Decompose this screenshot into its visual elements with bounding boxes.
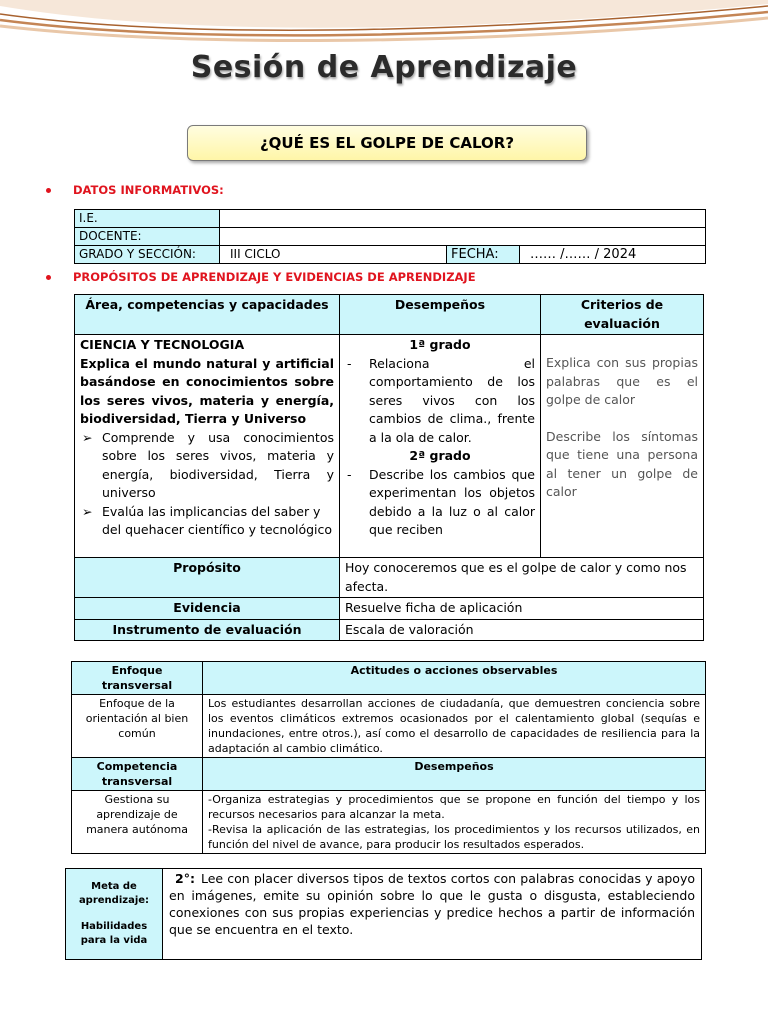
fecha-value: …… /…… / 2024 xyxy=(520,246,706,264)
desempeno-1: - Relaciona el comportamiento de los seres vivos con los cambios de clima., frente a la ola de calor. xyxy=(347,355,535,445)
meta-labels-cell xyxy=(66,869,163,960)
topic-title-box xyxy=(187,125,587,161)
page-title: Sesión de Aprendizaje xyxy=(190,50,578,85)
meta-text-cell xyxy=(163,869,702,960)
grado-label: GRADO Y SECCIÓN: xyxy=(75,246,220,264)
ie-value xyxy=(220,210,706,228)
desempeno-2: - Describe los cambios que experimentan los objetos debido a la luz o al calor que reciben xyxy=(347,466,535,537)
docente-value xyxy=(220,228,706,246)
grado-value: III CICLO xyxy=(220,246,447,264)
habilidades-label: Habilidades para la vida xyxy=(80,921,148,946)
area-name: CIENCIA Y TECNOLOGIA xyxy=(80,337,245,352)
proposito-label: Propósito xyxy=(75,558,340,598)
proposito-value: Hoy conoceremos que es el golpe de calor y como nos afecta. xyxy=(340,558,704,598)
enfoque-header: Enfoque transversal xyxy=(72,662,203,695)
arrow-bullet-icon: ➢ xyxy=(82,503,93,519)
meta-grade: 2°: xyxy=(175,871,195,886)
ie-label: I.E. xyxy=(75,210,220,228)
actitudes-header: Actitudes o acciones observables xyxy=(203,662,706,695)
meta-table xyxy=(65,868,702,960)
gestiona-desempeno-2: -Revisa la aplicación de las estrategias, los procedimientos y los recursos utilizados, en función del nivel de avance, para producir los resultados esperados. xyxy=(208,823,700,851)
header-criterios: Criterios de evaluación xyxy=(541,295,704,335)
list-item: ➢ Evalúa las implicancias del saber y del quehacer científico y tecnológico xyxy=(82,503,333,537)
list-item: ➢ Comprende y usa conocimientos sobre los seres vivos, materia y energía, biodiversidad, Tierra y universo xyxy=(82,429,334,500)
criterio-2: Describe los síntomas que tiene una persona al tener un golpe de calor xyxy=(546,428,698,499)
criterios-cell xyxy=(541,335,704,558)
capacidades-list xyxy=(80,429,334,540)
competencia-text: Explica el mundo natural y artificial basándose en conocimientos sobre los seres vivos, materia y energía, biodiversidad, Tierra y Universo xyxy=(80,355,334,426)
topic-title: ¿QUÉ ES EL GOLPE DE CALOR? xyxy=(259,134,515,152)
header-desempenos: Desempeños xyxy=(340,295,541,335)
evidencia-label: Evidencia xyxy=(75,598,340,620)
competencia-transversal-header: Competencia transversal xyxy=(72,758,203,791)
gestiona-name: Gestiona su aprendizaje de manera autónoma xyxy=(72,791,203,854)
section-propositos-label: PROPÓSITOS DE APRENDIZAJE Y EVIDENCIAS DE APRENDIZAJE xyxy=(73,270,476,284)
gestiona-desempenos xyxy=(203,791,706,854)
section-datos-label: DATOS INFORMATIVOS: xyxy=(73,183,224,197)
criterio-1: Explica con sus propias palabras que es el golpe de calor xyxy=(546,355,698,407)
enfoque-name: Enfoque de la orientación al bien común xyxy=(72,695,203,758)
section-datos-informativos xyxy=(46,183,224,197)
section-propositos xyxy=(46,270,476,284)
arrow-bullet-icon: ➢ xyxy=(82,429,93,445)
enfoque-table xyxy=(71,661,706,854)
meta-text: Lee con placer diversos tipos de textos cortos con palabras conocidas y apoyo en imágenes, emite su opinión sobre lo que le gusta o disgusta, estableciendo conexiones con sus propias experiencias y predice hechos a partir de información que se encuentra en el texto. xyxy=(169,871,695,937)
fecha-label: FECHA: xyxy=(447,246,520,264)
meta-label: Meta de aprendizaje: xyxy=(78,881,150,906)
docente-label: DOCENTE: xyxy=(75,228,220,246)
info-table xyxy=(74,209,706,264)
evidencia-value: Resuelve ficha de aplicación xyxy=(340,598,704,620)
propositos-table xyxy=(74,294,704,641)
actitudes-text: Los estudiantes desarrollan acciones de ciudadanía, que demuestren conciencia sobre los eventos climáticos extremos ocasionados por el calentamiento global (sequías e inundaciones, entre otros.), así como el desarrollo de capacidades de resiliencia para la adaptación al cambio climático. xyxy=(203,695,706,758)
area-cell xyxy=(75,335,340,558)
instrumento-value: Escala de valoración xyxy=(340,619,704,641)
desempenos-transversal-header: Desempeños xyxy=(203,758,706,791)
gestiona-desempeno-1: -Organiza estrategias y procedimientos que se propone en función del tiempo y los recursos necesarios para alcanzar la meta. xyxy=(208,793,700,821)
header-area: Área, competencias y capacidades xyxy=(75,295,340,335)
instrumento-label: Instrumento de evaluación xyxy=(75,619,340,641)
desempenos-cell xyxy=(340,335,541,558)
grade-1-label: 1ª grado xyxy=(409,337,471,352)
grade-2-label: 2ª grado xyxy=(409,448,471,463)
bullet-icon xyxy=(46,275,51,280)
bullet-icon xyxy=(46,188,51,193)
